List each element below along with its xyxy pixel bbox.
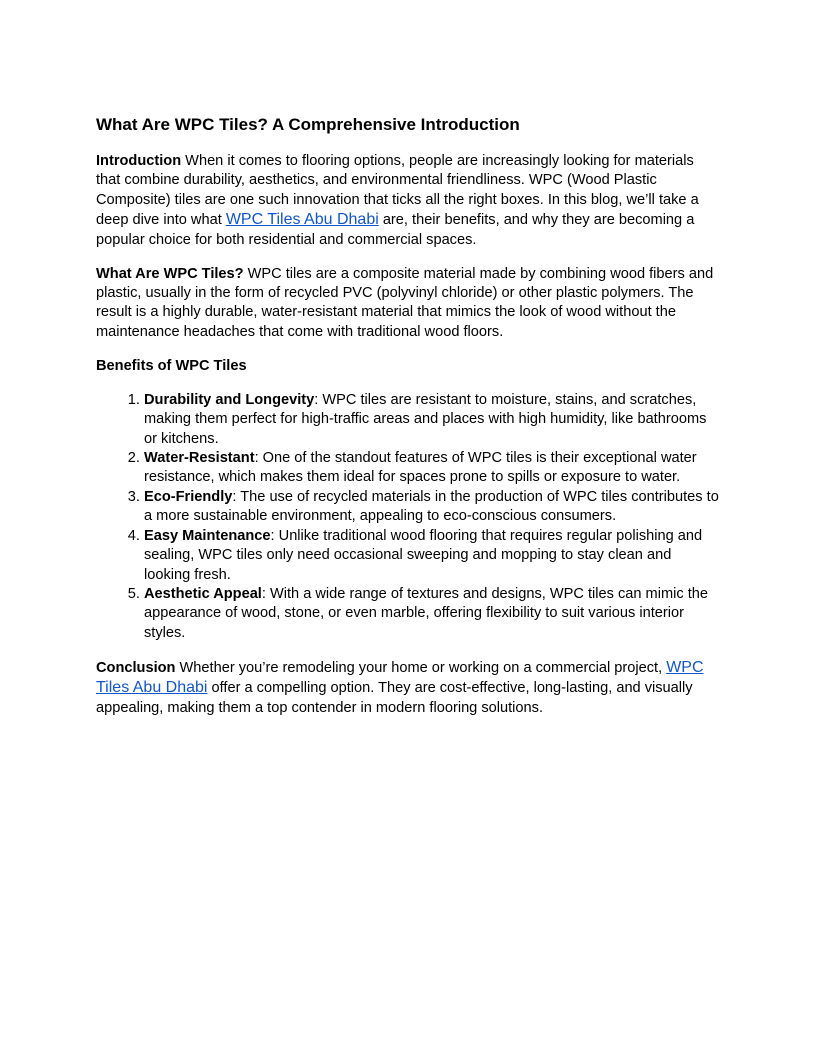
list-item-title: Durability and Longevity <box>144 391 315 408</box>
conclusion-label: Conclusion <box>96 659 176 676</box>
what-are-text: WPC tiles are a composite material made by combining wood fibers and plastic, usually in the form of recycled PVC (polyvinyl chloride) or other plastic polymers. The result is a highly durable, water-resistant material that mimics the look of wood without the maintenance headaches that come with traditional wood floors. <box>96 265 714 340</box>
what-are-paragraph <box>96 265 720 343</box>
list-item <box>144 585 720 643</box>
conclusion-paragraph <box>96 658 720 718</box>
intro-link[interactable]: WPC Tiles Abu Dhabi <box>225 211 379 229</box>
benefits-heading: Benefits of WPC Tiles <box>96 357 247 374</box>
benefits-list <box>96 391 720 643</box>
what-are-label: What Are WPC Tiles? <box>96 265 244 282</box>
list-item-title: Water-Resistant <box>144 450 255 467</box>
conclusion-text-after: offer a compelling option. They are cost-effective, long-lasting, and visually appealing, making them a top contender in modern flooring solutions. <box>96 680 693 716</box>
list-item-title: Eco-Friendly <box>144 488 233 505</box>
list-item <box>144 527 720 585</box>
page-title: What Are WPC Tiles? A Comprehensive Introduction <box>96 115 520 134</box>
list-item-text: : One of the standout features of WPC tiles is their exceptional water resistance, which makes them ideal for spaces prone to spills or exposure to water. <box>144 450 697 486</box>
list-item-text: : WPC tiles are resistant to moisture, stains, and scratches, making them perfect for high-traffic areas and places with high humidity, like bathrooms or kitchens. <box>144 391 707 447</box>
list-item-title: Aesthetic Appeal <box>144 585 262 602</box>
list-item-text: : With a wide range of textures and designs, WPC tiles can mimic the appearance of wood, stone, or even marble, offering flexibility to suit various interior styles. <box>144 585 708 641</box>
list-item <box>144 391 720 449</box>
list-item-title: Easy Maintenance <box>144 527 271 544</box>
article-body <box>96 152 720 733</box>
conclusion-text-before: Whether you’re remodeling your home or working on a commercial project, <box>175 659 667 676</box>
list-item <box>144 488 720 527</box>
conclusion-link[interactable]: WPC Tiles Abu Dhabi <box>96 658 704 697</box>
list-item-text: : The use of recycled materials in the production of WPC tiles contributes to a more sustainable environment, appealing to eco-conscious consumers. <box>144 488 719 525</box>
intro-paragraph <box>96 152 720 250</box>
intro-text-before: When it comes to flooring options, people are increasingly looking for materials that combine durability, aesthetics, and environmental friendliness. WPC (Wood Plastic Composite) tiles are one such innovation that ticks all the right boxes. In this blog, we’ll take a deep dive into what <box>96 153 699 229</box>
list-item-text: : Unlike traditional wood flooring that requires regular polishing and sealing, WPC tiles only need occasional sweeping and mopping to stay clean and looking fresh. <box>144 527 703 583</box>
intro-label: Introduction <box>96 153 182 169</box>
list-item <box>144 449 720 488</box>
intro-text-after: are, their benefits, and why they are becoming a popular choice for both residential and commercial spaces. <box>96 212 695 248</box>
